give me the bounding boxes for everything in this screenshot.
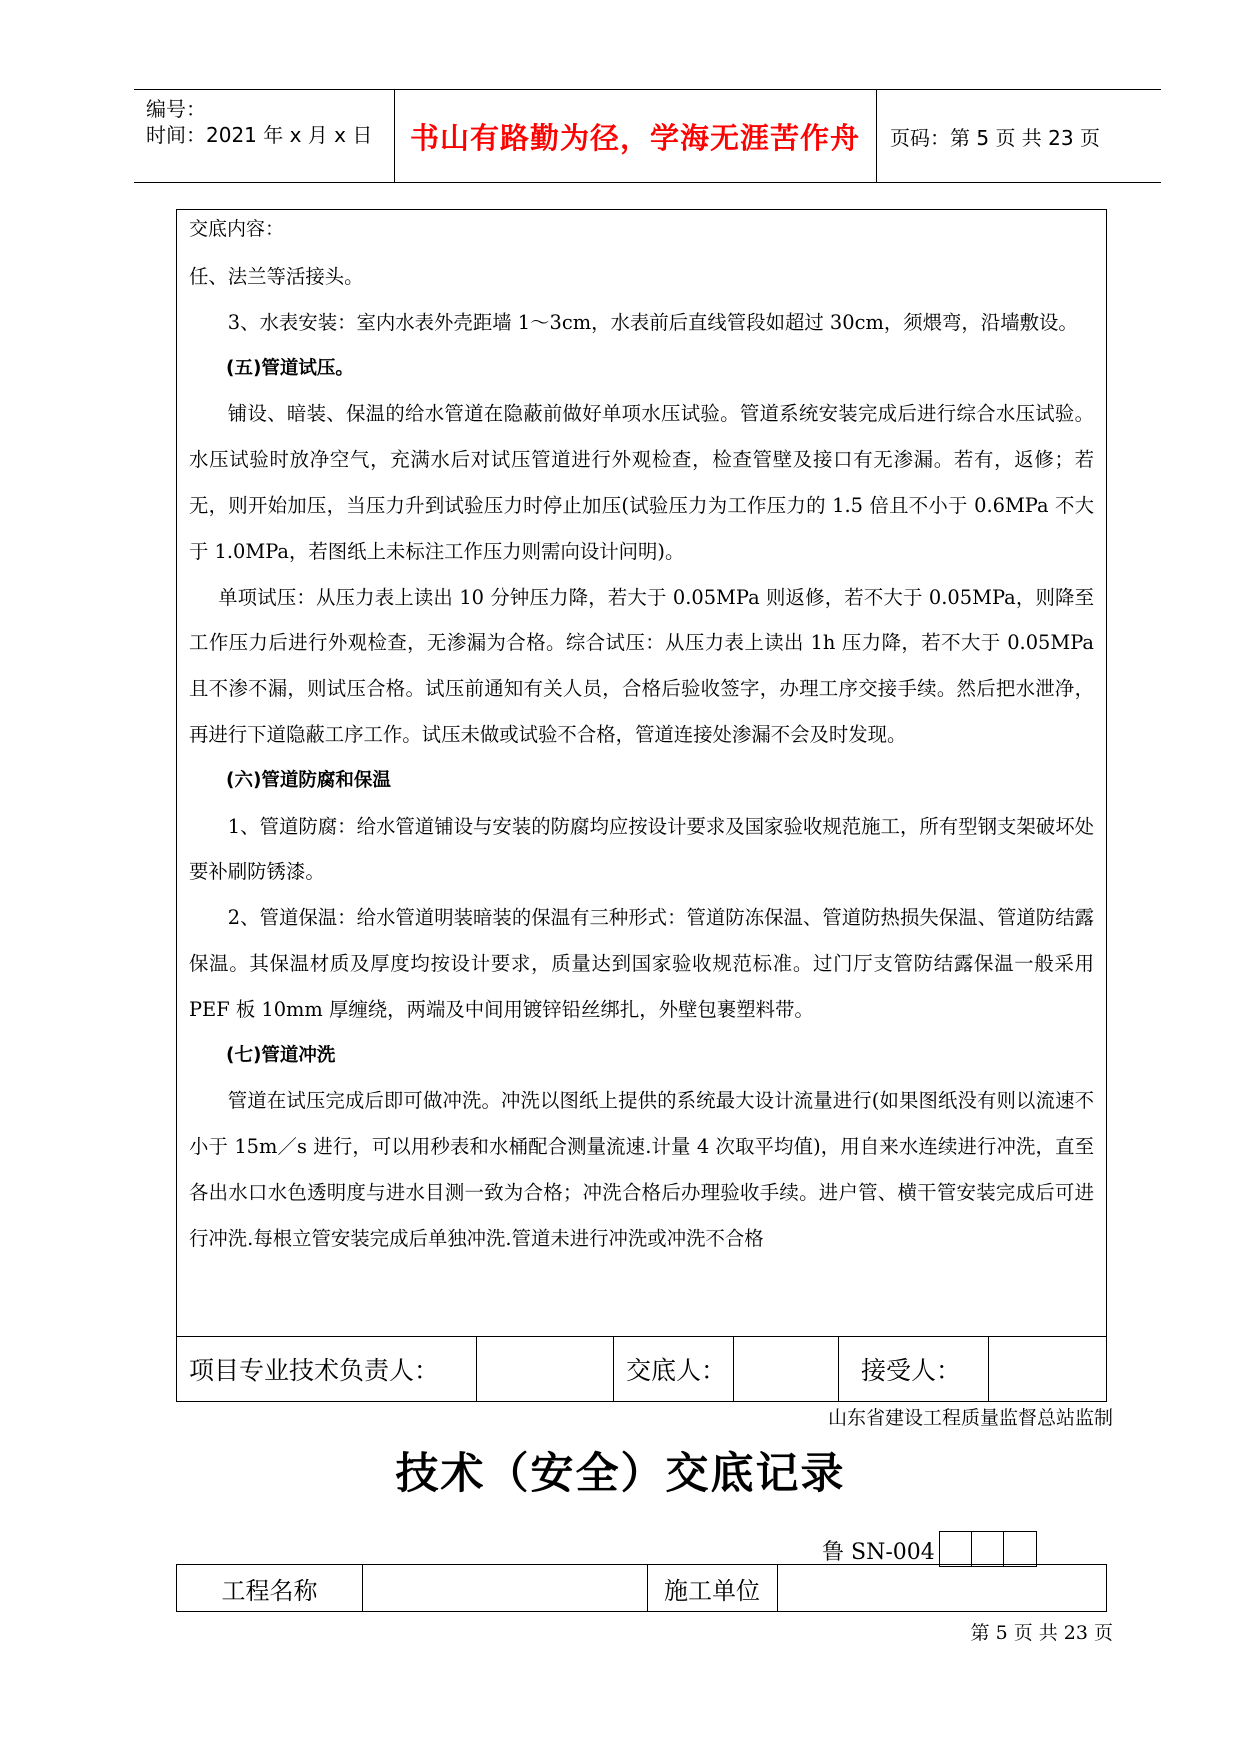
receiver-field[interactable] [988,1337,1107,1401]
code-boxes [939,1531,1037,1567]
project-name-label: 工程名称 [177,1565,363,1611]
page-header [134,89,1161,183]
paragraph: 2、管道保温：给水管道明装暗装的保温有三种形式：管道防冻保温、管道防热损失保温、管道防结露保温。其保温材质及厚度均按设计要求，质量达到国家验收规范标准。过门厅支管防结露保温一般采用 PEF 板 10mm 厚缠绕，两端及中间用镀锌铅丝绑扎，外壁包裹塑料带。 [189,906,1094,1021]
section-heading: (六)管道防腐和保温 [226,769,391,791]
receiver-label: 接受人： [838,1337,988,1401]
section-heading: (五)管道试压。 [226,357,354,379]
document-time: 时间：2021 年 x 月 x 日 [146,123,373,147]
tech-lead-label: 项目专业技术负责人： [189,1356,440,1385]
discloser-field[interactable] [733,1337,839,1401]
code-box[interactable] [972,1532,1004,1566]
paragraph: 铺设、暗装、保温的给水管道在隐蔽前做好单项水压试验。管道系统安装完成后进行综合水压试验。水压试验时放净空气，充满水后对试压管道进行外观检查，检查管壁及接口有无渗漏。若有，返修；若无，则开始加压，当压力升到试验压力时停止加压(试验压力为工作压力的 1.5 倍且不小于 0.6MPa 不大于 1.0MPa，若图纸上未标注工作压力则需向设计问明)。 [189,402,1094,563]
form-title: 技术（安全）交底记录 [395,1449,846,1499]
discloser-label: 交底人： [613,1337,733,1401]
paragraph: 3、水表安装：室内水表外壳距墙 1～3cm，水表前后直线管段如超过 30cm，须煨弯，沿墙敷设。 [227,310,1078,334]
construction-unit-label: 施工单位 [647,1565,778,1611]
project-name-field[interactable] [362,1565,648,1611]
section-heading: (七)管道冲洗 [226,1044,336,1066]
content-label: 交底内容： [189,218,285,240]
form-code: 鲁 SN-004 [822,1540,935,1565]
page-footer: 第 5 页 共 23 页 [970,1622,1113,1644]
supervisor-note: 山东省建设工程质量监督总站监制 [827,1407,1113,1429]
code-box[interactable] [940,1532,972,1566]
header-meta [134,90,395,182]
document-number: 编号： [146,97,206,121]
paragraph: 任、法兰等活接头。 [189,265,364,288]
construction-unit-field[interactable] [777,1565,1106,1611]
code-box[interactable] [1004,1532,1036,1566]
content-body [189,254,1094,1262]
paragraph: 1、管道防腐：给水管道铺设与安装的防腐均应按设计要求及国家验收规范施工，所有型钢支架破坏处要补刷防锈漆。 [189,814,1094,884]
paragraph: 单项试压：从压力表上读出 10 分钟压力降，若大于 0.05MPa 则返修，若不大于 0.05MPa，则降至工作压力后进行外观检查，无渗漏为合格。综合试压：从压力表上读出 1h 压力降，若不大于 0.05MPa 且不渗不漏，则试压合格。试压前通知有关人员，合格后验收签字，办理工序交接手续。然后把水泄净，再进行下道隐蔽工序工作。试压未做或试验不合格，管道连接处渗漏不会及时发现。 [189,585,1094,746]
signature-row [176,1337,1107,1402]
project-row [176,1564,1107,1612]
paragraph: 管道在试压完成后即可做冲洗。冲洗以图纸上提供的系统最大设计流量进行(如果图纸没有则以流速不小于 15m／s 进行，可以用秒表和水桶配合测量流速.计量 4 次取平均值)，用自来水连续进行冲洗，直至各出水口水色透明度与进水目测一致为合格；冲洗合格后办理验收手续。进户管、横干管安装完成后可进行冲洗.每根立管安装完成后单独冲洗.管道未进行冲洗或冲洗不合格 [189,1089,1094,1250]
disclosure-content-box [176,209,1107,1337]
tech-lead-field[interactable] [476,1337,614,1401]
header-slogan: 书山有路勤为径，学海无涯苦作舟 [394,90,877,182]
header-page-number: 页码：第 5 页 共 23 页 [890,125,1100,150]
